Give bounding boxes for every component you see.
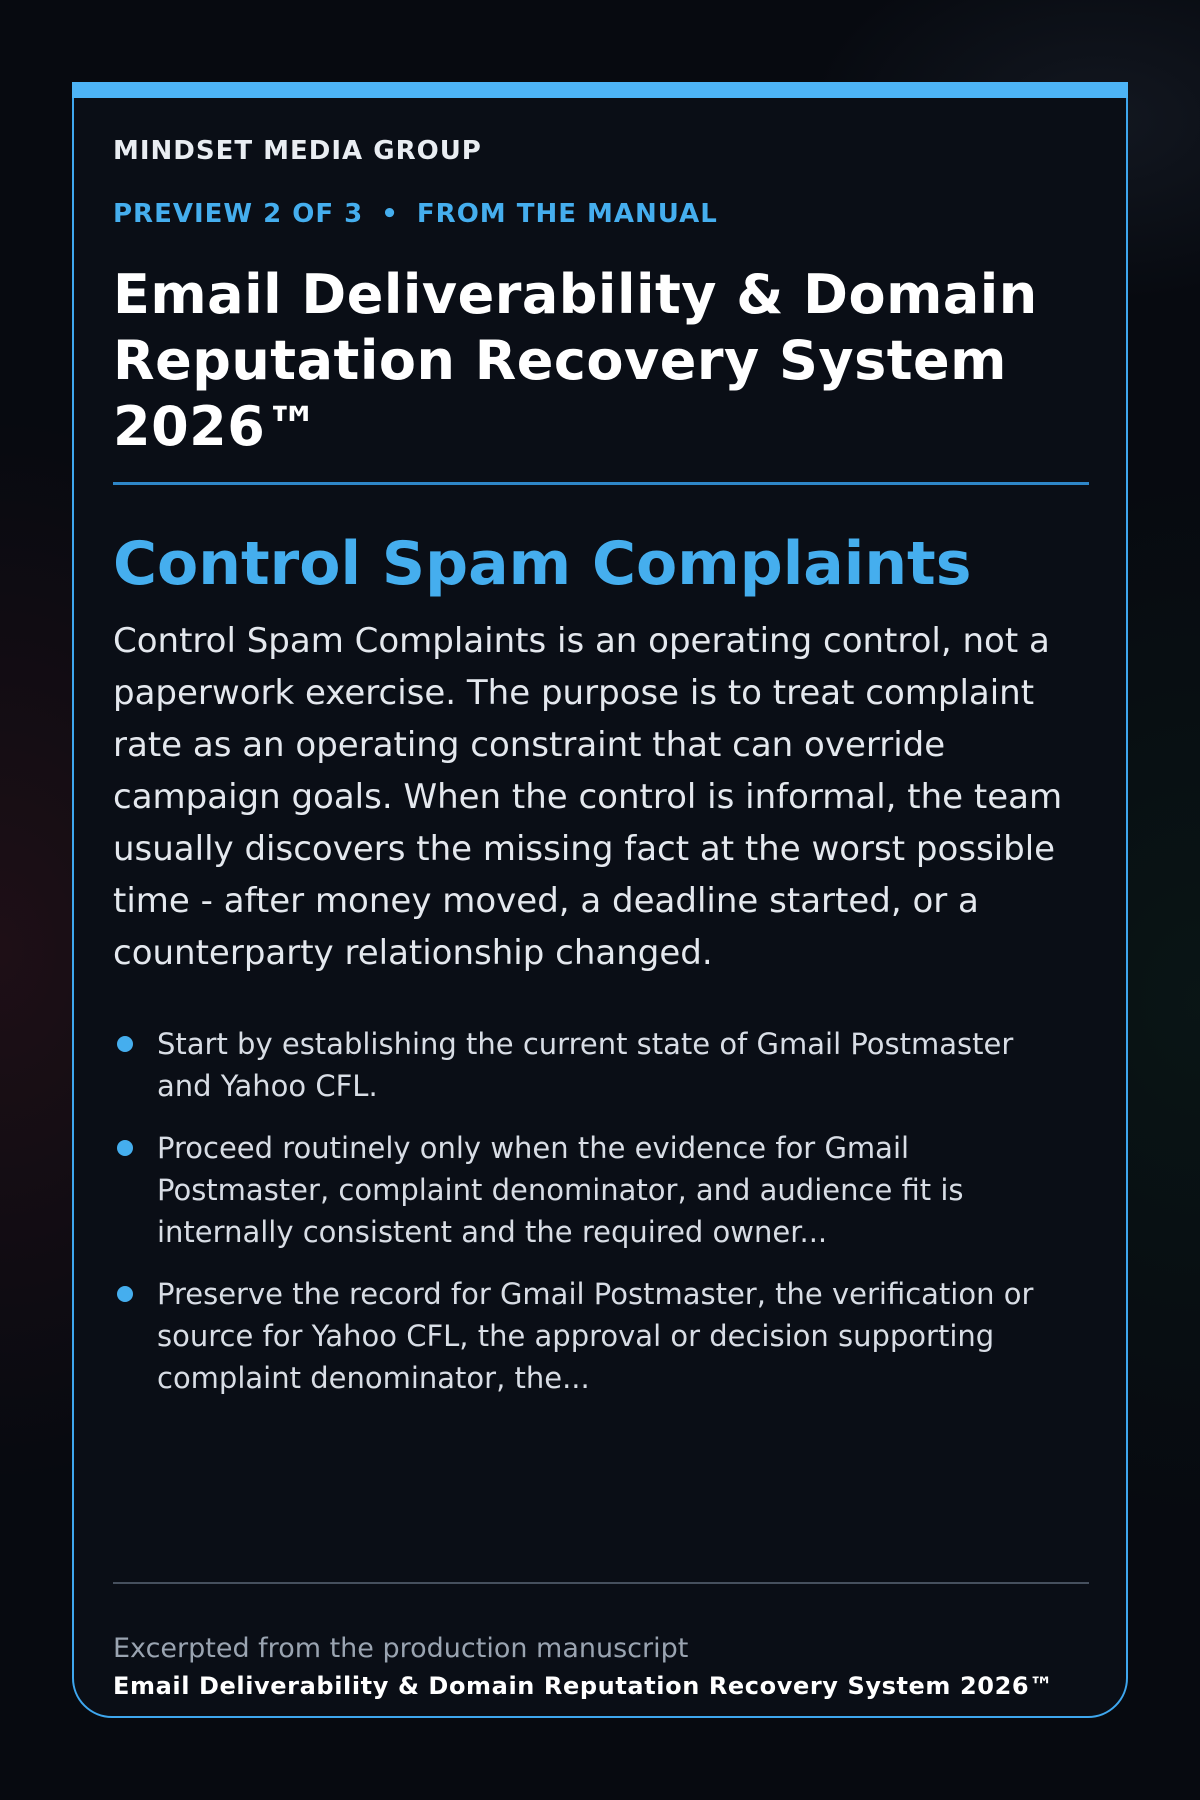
separator-dot: • [381,199,399,229]
book-title: Email Deliverability & Domain Reputation Recovery System 2026™ [113,263,1038,458]
list-item [113,1273,1073,1399]
section-body: Control Spam Complaints is an operating control, not a paperwork exercise. The purpose is to treat complaint rate as an operating constraint that can override campaign goals. When the control is informal, the team usually discovers the missing fact at the worst possible time - after money moved, a deadline started, or a counterparty relationship changed. [113,621,1063,973]
bullet-text: Preserve the record for Gmail Postmaster, the verification or source for Yahoo CFL, the approval or decision supporting complaint denominator, the... [157,1277,1034,1395]
list-item [113,1023,1073,1107]
footer-divider [113,1582,1089,1584]
bullet-text: Start by establishing the current state of Gmail Postmaster and Yahoo CFL. [157,1027,1014,1103]
card-footer [113,1582,1089,1702]
list-item [113,1127,1073,1253]
bullet-list [113,1023,1073,1399]
excerpt-note: Excerpted from the production manuscript [113,1633,689,1664]
excerpt-book-title: Email Deliverability & Domain Reputation Recovery System 2026™ [113,1672,1054,1700]
section-heading: Control Spam Complaints [113,529,972,599]
bullet-icon [117,1286,133,1302]
accent-bar [72,82,1128,98]
bullet-icon [117,1036,133,1052]
publisher-name: MINDSET MEDIA GROUP [113,136,482,166]
bullet-icon [117,1140,133,1156]
preview-source: FROM THE MANUAL [416,199,718,229]
bullet-text: Proceed routinely only when the evidence for Gmail Postmaster, complaint denominator, and audience fit is internally consistent and the required owner... [157,1131,964,1249]
preview-count: PREVIEW 2 OF 3 [113,199,364,229]
preview-card [72,82,1128,1718]
card-content [113,136,1089,1419]
preview-label [113,199,1089,229]
title-divider [113,482,1089,485]
